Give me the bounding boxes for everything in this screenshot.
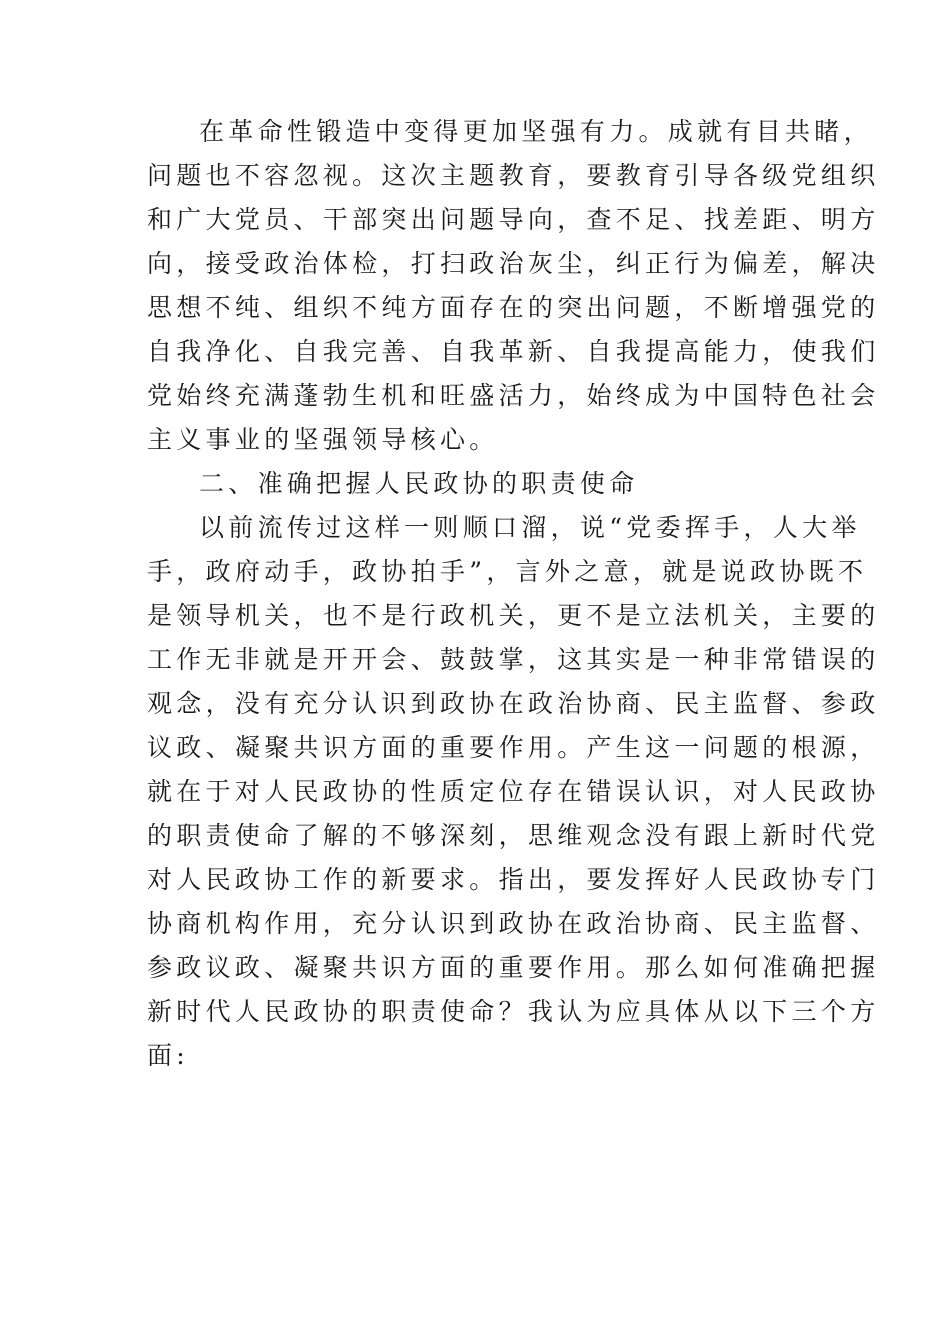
text-line: 就在于对人民政协的性质定位存在错误认识，对人民政协 xyxy=(147,777,880,806)
text-line: 观念，没有充分认识到政协在政治协商、民主监督、参政 xyxy=(147,689,880,718)
text-line: 是领导机关，也不是行政机关，更不是立法机关，主要的 xyxy=(147,601,880,630)
text-line: 在革命性锻造中变得更加坚强有力。成就有目共睹， xyxy=(199,117,873,146)
text-line: 问题也不容忽视。这次主题教育，要教育引导各级党组织 xyxy=(147,161,880,190)
text-line: 党始终充满蓬勃生机和旺盛活力，始终成为中国特色社会 xyxy=(147,381,880,410)
text-line: 对人民政协工作的新要求。指出，要发挥好人民政协专门 xyxy=(147,865,880,894)
text-line: 的职责使命了解的不够深刻，思维观念没有跟上新时代党 xyxy=(147,821,880,850)
text-line: 和广大党员、干部突出问题导向，查不足、找差距、明方 xyxy=(147,205,880,234)
text-line: 主义事业的坚强领导核心。 xyxy=(147,425,499,454)
text-line: 以前流传过这样一则顺口溜，说“党委挥手，人大举 xyxy=(199,513,861,542)
text-line: 自我净化、自我完善、自我革新、自我提高能力，使我们 xyxy=(147,337,880,366)
text-line: 工作无非就是开开会、鼓鼓掌，这其实是一种非常错误的 xyxy=(147,645,880,674)
text-line: 协商机构作用，充分认识到政协在政治协商、民主监督、 xyxy=(147,909,880,938)
document-body xyxy=(147,110,880,1078)
text-line: 议政、凝聚共识方面的重要作用。产生这一问题的根源， xyxy=(147,733,880,762)
section-heading: 二、准确把握人民政协的职责使命 xyxy=(199,469,639,498)
text-line: 手，政府动手，政协拍手”，言外之意，就是说政协既不 xyxy=(147,557,868,586)
text-line: 向，接受政治体检，打扫政治灰尘，纠正行为偏差，解决 xyxy=(147,249,880,278)
text-line: 思想不纯、组织不纯方面存在的突出问题，不断增强党的 xyxy=(147,293,880,322)
text-line: 面: xyxy=(147,1041,190,1070)
text-line: 新时代人民政协的职责使命？我认为应具体从以下三个方 xyxy=(147,997,880,1026)
text-line: 参政议政、凝聚共识方面的重要作用。那么如何准确把握 xyxy=(147,953,880,982)
